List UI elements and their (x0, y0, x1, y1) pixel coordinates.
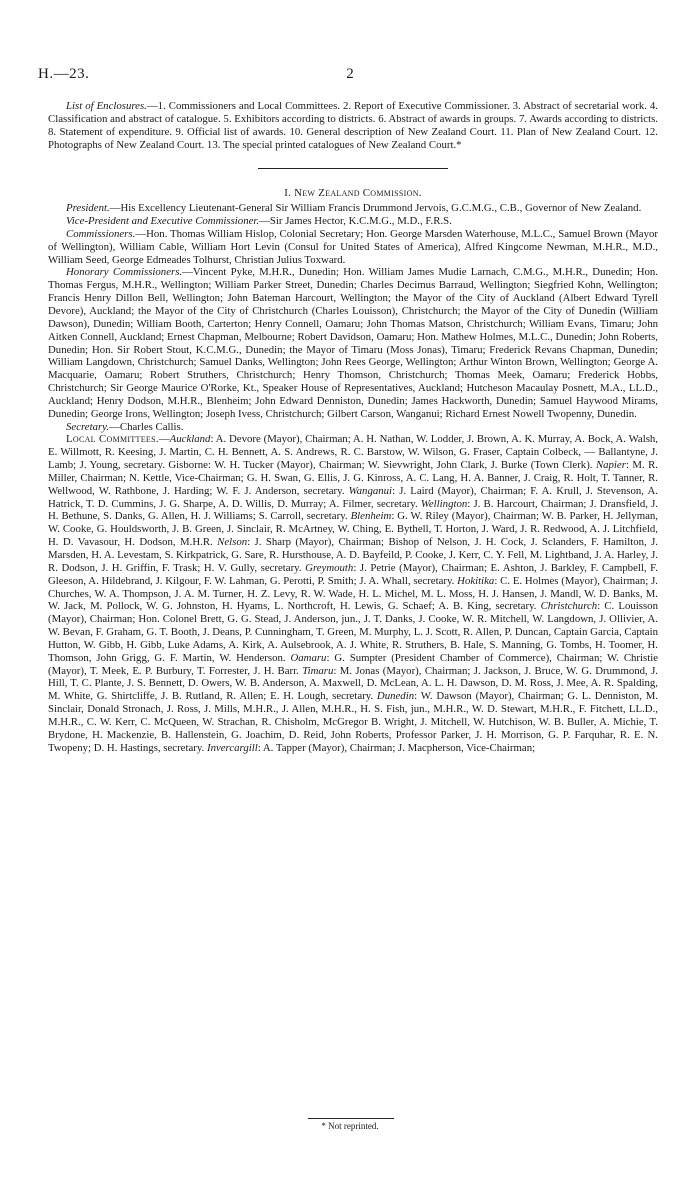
page-header (38, 66, 662, 90)
local-committees-label: Local Committees. (66, 433, 159, 446)
committee-members: : C. E. Holmes (Mayor), Chairman; J. Churches, W. A. Thompson, J. A. M. Turner, H. Z. Levy, R. W. Wade, H. L. Michel, M. L. Moss, H. J. Hansen, J. Mandl, W. D. Banks, M. W. Jack, M. Pollock, W. G. Johnston, H. Hyams, L. Northcroft, H. Lewis, G. Schaef; A. B. King, secretary. (48, 574, 658, 613)
page-number: 2 (346, 66, 354, 82)
secretary-label: Secretary. (66, 420, 110, 433)
section-title: I. New Zealand Commission. (284, 187, 422, 200)
committee-place: Dunedin (376, 690, 415, 703)
committee-place: Blenheim (350, 510, 392, 523)
president-text: —His Excellency Lieutenant-General Sir William Francis Drummond Jervois, G.C.M.G., C.B., Governor of New Zealand. (109, 202, 642, 215)
commissioners-label: Commissioners. (66, 227, 136, 240)
section-divider (258, 168, 448, 169)
committee-members: : A. Tapper (Mayor), Chairman; J. Macpherson, Vice-Chairman; (257, 741, 536, 754)
committee-place: Invercargill (206, 741, 258, 754)
local-committees-paragraph: Local Committees.—Auckland: A. Devore (Mayor), Chairman; A. H. Nathan, W. Lodder, J. Brown, A. K. Murray, A. Bock, A. Walsh, E. Willmott, R. Keesing, J. Martin, C. H. Bennett, A. S. Andrews, R. C. Barstow, W. Wilson, G. Fraser, Captain Colbeck, — Ballantyne, J. Lamb; J. Young, secretary. Gisborne: W. H. Tucker (Mayor), Chairman; W. Sievwright, John Clark, J. Burke (Town Clerk). Napier: M. R. Miller, Chairman; N. Kettle, Vice-Chairman; G. H. Swan, G. Ellis, J. G. Kinross, A. C. Lang, H. A. Banner, J. Craig, R. Holt, T. Tanner, R. Wellwood, W. Rathbone, J. Harding; W. F. J. Anderson, secretary. Wanganui: J. Laird (Mayor), Chairman; F. A. Krull, J. Stevenson, A. Hatrick, T. D. Cummins, J. G. Sharpe, A. D. Willis, D. Murray; A. Filmer, secretary. Wellington: J. B. Harcourt, Chairman; J. Dransfield, J. H. Bethune, S. Danks, G. Allen, H. J. Williams; S. Carroll, secretary. Blenheim: G. W. Riley (Mayor), Chairman; W. B. Parker, H. Jellyman, W. Cooke, G. Houldsworth, J. B. Green, J. Sinclair, R. McArtney, W. Ching, E. Bythell, T. Horton, J. Ward, J. R. Redwood, A. J. Litchfield, H. D. Vavasour, H. Dodson, M.H.R. Nelson: J. Sharp (Mayor), Chairman; Bishop of Nelson, J. H. Cock, J. Sclanders, F. Hamilton, J. Marsden, H. A. Levestam, S. Kirkpatrick, G. Sare, R. Hursthouse, A. D. Bayfeild, P. Cooke, J. Kerr, C. Y. Fell, M. Lightband, J. A. Harley, J. R. Dodson, J. H. Griffin, F. Trask; H. V. Gully, secretary. Greymouth: J. Petrie (Mayor), Chairman; E. Ashton, J. Barkley, F. Campbell, F. Gleeson, A. Hildebrand, J. Kilgour, F. W. Lahman, G. Perotti, P. Smith; J. A. Whall, secretary. Hokitika: C. E. Holmes (Mayor), Chairman; J. Churches, W. A. Thompson, J. A. M. Turner, H. Z. Levy, R. W. Wade, H. L. Michel, M. L. Moss, H. J. Hansen, J. Mandl, W. D. Banks, M. W. Jack, M. Pollock, W. G. Johnston, H. Hyams, L. Northcroft, H. Lewis, G. Schaef; A. B. King, secretary. Christchurch: C. Louisson (Mayor), Chairman; Hon. Colonel Brett, G. G. Stead, J. Anderson, jun., J. T. Danks, J. Cooke, W. R. Mitchell, W. Langdown, J. Ollivier, A. W. Bevan, F. Graham, G. T. Booth, J. Deans, P. Cunningham, T. Green, M. Murphy, L. J. Scott, R. Allen, P. Duncan, Captain Garcia, Captain Hutton, W. Gibb, H. Gibb, Luke Adams, A. Kirk, A. Aulsebrook, A. J. White, R. Struthers, B. Hale, S. Manning, G. Tombs, H. Toomer, H. Thomson, John Grigg, G. F. Martin, W. Henderson. Oamaru: G. Sumpter (President Chamber of Commerce), Chairman; W. Christie (Mayor), T. Meek, E. P. Burbury, T. Forrester, J. H. Barr. Timaru: M. Jonas (Mayor), Chairman; J. Jackson, J. Bruce, W. G. Drummond, J. Hill, T. C. Plante, J. S. Bennett, D. Owers, W. B. Anderson, A. Maxwell, D. McLean, A. L. H. Dawson, D. M. Ross, J. Mee, A. R. Spalding, M. White, G. Shirtcliffe, J. B. Rutland, R. Allen; E. H. Lough, secretary. Dunedin: W. Dawson (Mayor), Chairman; G. L. Denniston, M. Sinclair, Donald Stronach, J. Ross, J. Mills, M.H.R., J. Allen, M.H.R., H. S. Fish, jun., M.H.R., W. D. Stewart, M.H.R., F. Fitchett, LL.D., M.H.R., C. W. Kerr, C. McQueen, W. Strachan, R. Chisholm, McGregor B. Wright, J. Mitchell, W. Hutchison, W. B. Buller, A. Michie, T. Brydone, H. Mackenzie, B. Hallenstein, G. Joachim, D. Reid, John Roberts, Professor Parker, J. H. Morrison, G. P. Farquhar, R. E. N. Twopeny; D. H. Hastings, secretary. Invercargill: A. Tapper (Mayor), Chairman; J. Macpherson, Vice-Chairman; (48, 433, 659, 754)
honorary-commissioners-paragraph (48, 266, 658, 420)
secretary-text: —Charles Callis. (109, 420, 184, 433)
committee-members: : M. R. Miller, Chairman; N. Kettle, Vice-Chairman; G. H. Swan, G. Ellis, J. G. Kinross, A. C. Lang, H. A. Banner, J. Craig, R. Holt, T. Tanner, R. Wellwood, W. Rathbone, J. Harding; W. F. J. Anderson, secretary. (48, 459, 659, 497)
committee-place: Oamaru (290, 651, 327, 664)
committee-place: Hokitika (457, 574, 495, 587)
committee-members: : W. Dawson (Mayor), Chairman; G. L. Denniston, M. Sinclair, Donald Stronach, J. Ross, J. Mills, M.H.R., J. Allen, M.H.R., H. S. Fish, jun., M.H.R., W. D. Stewart, M.H.R., F. Fitchett, LL.D., M.H.R., C. W. Kerr, C. McQueen, W. Strachan, R. Chisholm, McGregor B. Wright, J. Mitchell, W. Hutchison, W. B. Buller, A. Michie, T. Brydone, H. Mackenzie, B. Hallenstein, G. Joachim, D. Reid, John Roberts, Professor Parker, J. H. Morrison, G. P. Farquhar, R. E. N. Twopeny; D. H. Hastings, secretary. (48, 690, 658, 754)
document-id: H.—23. (38, 66, 90, 82)
local-committees-list (48, 433, 658, 753)
committee-members: : J. B. Harcourt, Chairman; J. Dransfield, J. H. Bethune, S. Danks, G. Allen, H. J. Williams; S. Carroll, secretary. (48, 497, 659, 523)
committee-members: : A. Devore (Mayor), Chairman; A. H. Nathan, W. Lodder, J. Brown, A. K. Murray, A. Bock, A. Walsh, E. Willmott, R. Keesing, J. Martin, C. H. Bennett, A. S. Andrews, R. C. Barstow, W. Wilson, G. Fraser, Captain Colbeck, — Ballantyne, J. Lamb; J. Young, secretary. Gisborne: W. H. Tucker (Mayor), Chairman; W. Sievwright, John Clark, J. Burke (Town Clerk). (48, 433, 658, 472)
committee-members: : G. W. Riley (Mayor), Chairman; W. B. Parker, H. Jellyman, W. Cooke, G. Houldsworth, J. B. Green, J. Sinclair, R. McArtney, W. Ching, E. Bythell, T. Horton, J. Ward, J. R. Redwood, A. J. Litchfield, H. D. Vavasour, H. Dodson, M.H.R. (48, 510, 658, 549)
committee-members: : J. Laird (Mayor), Chairman; F. A. Krull, J. Stevenson, A. Hatrick, T. D. Cummins, J. G. Sharpe, A. D. Willis, D. Murray; A. Filmer, secretary. (48, 484, 658, 510)
committee-place: Timaru (302, 664, 334, 677)
enclosures-label: List of Enclosures. (66, 100, 147, 112)
committee-place: Auckland (169, 433, 211, 446)
committee-place: Greymouth (305, 561, 354, 574)
president-paragraph (48, 202, 658, 215)
vice-president-label: Vice-President and Executive Commissioner. (66, 215, 260, 228)
footnote: * Not reprinted. (321, 1121, 379, 1131)
secretary-paragraph (48, 421, 658, 434)
committee-members: : J. Petrie (Mayor), Chairman; E. Ashton, J. Barkley, F. Campbell, F. Gleeson, A. Hildebrand, J. Kilgour, F. W. Lahman, G. Perotti, P. Smith; J. A. Whall, secretary. (48, 561, 658, 587)
footnote-divider (308, 1118, 394, 1119)
president-label: President. (66, 202, 110, 215)
committee-members: : C. Louisson (Mayor), Chairman; Hon. Colonel Brett, G. G. Stead, J. Anderson, jun., J. T. Danks, J. Cooke, W. R. Mitchell, W. Langdown, J. Ollivier, A. W. Bevan, F. Graham, G. T. Booth, J. Deans, P. Cunningham, T. Green, M. Murphy, L. J. Scott, R. Allen, P. Duncan, Captain Garcia, Captain Hutton, W. Gibb, H. Gibb, Luke Adams, A. Kirk, A. Aulsebrook, A. J. White, R. Struthers, B. Hale, S. Manning, G. Tombs, H. Toomer, H. Thomson, John Grigg, G. F. Martin, W. Henderson. (48, 600, 658, 664)
committee-place: Wellington (420, 497, 468, 510)
vice-president-paragraph (48, 215, 658, 228)
committee-place: Nelson (217, 536, 248, 549)
committee-members: : J. Sharp (Mayor), Chairman; Bishop of Nelson, J. H. Cock, J. Sclanders, F. Hamilton, J. Marsden, H. A. Levestam, S. Kirkpatrick, G. Sare, R. Hursthouse, A. D. Bayfeild, P. Cooke, J. Kerr, C. Y. Fell, M. Lightband, J. A. Harley, J. R. Dodson, J. H. Griffin, F. Trask; H. V. Gully, secretary. (48, 536, 658, 574)
commissioners-text: —Hon. Thomas William Hislop, Colonial Secretary; Hon. George Marsden Waterhouse, M.L.C., Samuel Brown (Mayor of Wellington), William Cable, William Hort Levin (Consul for United States of America), Alfred Kingcome Newman, M.H.R., M.D., William Seed, George Edmeades Tolhurst, Christian Julius Toxward. (48, 227, 658, 266)
committee-members: : G. Sumpter (President Chamber of Commerce), Chairman; W. Christie (Mayor), T. Meek, E. P. Burbury, T. Forrester, J. H. Barr. (48, 651, 659, 677)
honorary-commissioners-text: —Vincent Pyke, M.H.R., Dunedin; Hon. William James Mudie Larnach, C.M.G., M.H.R., Dunedin; Hon. Thomas Fergus, M.H.R., Wellington; William Parker Street, Dunedin; Charles Decimus Barraud, Wellington; Siegfried Kohn, Wellington; Francis Henry Dillon Bell, Wellington; John Bateman Harcourt, Wellington; the Mayor of the City of Auckland (Albert Edward Tyrell Devore), Auckland; the Mayor of the City of Christchurch (Charles Louisson), Christchurch; the Mayor of the City of Dunedin (William Dawson), Dunedin; William Booth, Carterton; Henry Connell, Oamaru; John Thomas Matson, Christchurch; William Evans, Timaru; John Aitken Connell, Auckland; Ernest Chapman, Melbourne; Robert Davidson, Oamaru; Hon. Mathew Holmes, M.L.C., Dunedin; John Roberts, Dunedin; Hon. Sir Robert Stout, K.C.M.G., Dunedin; the Mayor of Timaru (Moss Jonas), Timaru; Frederick Revans Chapman, Dunedin; William Langdown, Christchurch; Samuel Danks, Wellington; John Rees George, Wellington; Arthur Winton Brown, Wellington; George A. Macquarie, Oamaru; Robert Struthers, Christchurch; Henry Thomson, Christchurch; Thomas Meek, Oamaru; Frederick Hobbs, Christchurch; Sir George Maurice O'Rorke, Kt., Speaker House of Representatives, Auckland; Hutcheson Macaulay Posnett, M.A., LL.D., Auckland; Henry Dodson, M.H.R., Blenheim; John Edward Denniston, Dunedin; James Hackworth, Dunedin; Samuel Haywood Mirams, Dunedin; George Irons, Wellington; Joseph Ivess, Christchurch; Gilbert Carson, Wanganui; Richard Ernest Nowell Twopenny, Dunedin. (48, 266, 658, 420)
enclosures-text: —1. Commissioners and Local Committees. 2. Report of Executive Commissioner. 3. Abstract of secretarial work. 4. Classification and abstract of catalogue. 5. Exhibitors according to districts. 6. Abstract of awards in groups. 7. Awards according to districts. 8. Statement of expenditure. 9. Official list of awards. 10. General description of New Zealand Court. 11. Plan of New Zealand Court. 12. Photographs of New Zealand Court. 13. The special printed catalogues of New Zealand Court.* (48, 100, 659, 151)
committee-place: Christchurch (540, 600, 598, 613)
committee-place: Napier (595, 459, 626, 472)
commissioners-paragraph (48, 228, 658, 267)
committee-place: Wanganui (348, 484, 393, 497)
honorary-commissioners-label: Honorary Commissioners. (66, 266, 183, 279)
enclosures-paragraph (48, 100, 658, 151)
vice-president-text: —Sir James Hector, K.C.M.G., M.D., F.R.S. (259, 215, 452, 228)
document-body (48, 100, 658, 755)
committee-members: : M. Jonas (Mayor), Chairman; J. Jackson, J. Bruce, W. G. Drummond, J. Hill, T. C. Plante, J. S. Bennett, D. Owers, W. B. Anderson, A. Maxwell, D. McLean, A. L. H. Dawson, D. M. Ross, J. Mee, A. R. Spalding, M. White, G. Shirtcliffe, J. B. Rutland, R. Allen; E. H. Lough, secretary. (48, 664, 658, 703)
